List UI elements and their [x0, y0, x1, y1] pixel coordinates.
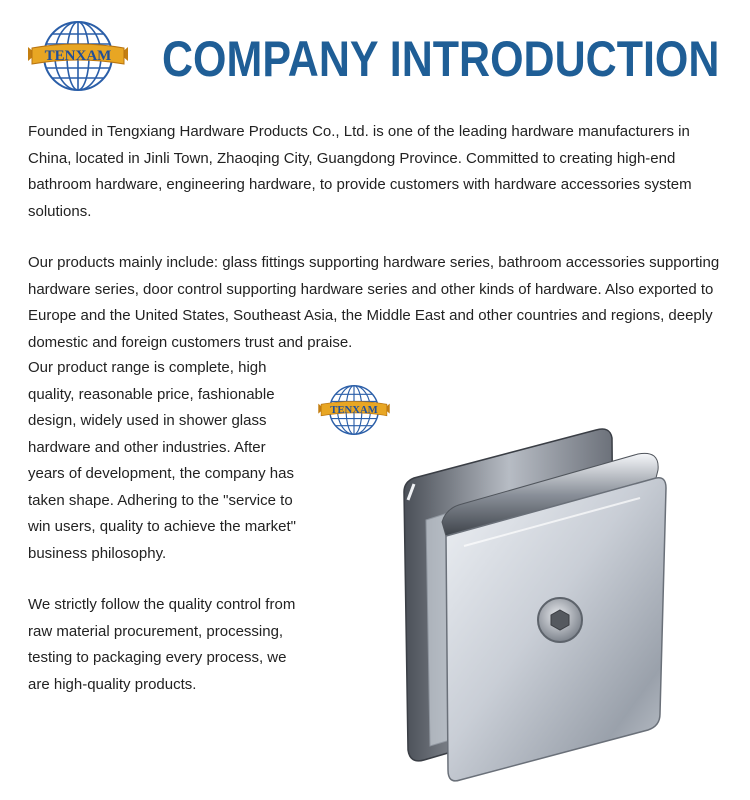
tenxam-logo-small	[314, 376, 394, 444]
tenxam-logo	[22, 14, 134, 98]
glass-clamp-product-photo	[390, 424, 690, 784]
intro-paragraph-1: Founded in Tengxiang Hardware Products Co., Ltd. is one of the leading hardware manufacturers in China, located in Jinli Town, Zhaoqing City, Guangdong Province. Committed to creating high-end bathroom hardware, engineering hardware, to provide customers with hardware accessories system solutions.	[28, 123, 692, 220]
intro-paragraph-3: Our product range is complete, high quality, reasonable price, fashionable design, widely used in shower glass hardware and other industries. After years of development, the company has taken shape. Adhering to the "service to win users, quality to achieve the market" business philosophy.	[28, 359, 296, 562]
page-title: COMPANY INTRODUCTION	[162, 31, 720, 87]
logo-text-small: TENXAM	[330, 403, 378, 416]
intro-paragraph-2: Our products mainly include: glass fittings supporting hardware series, bathroom accessories supporting hardware series, door control supporting hardware series and other kinds of hardware. Also exported to Europe and the United States, Southeast Asia, the Middle East and other countries and regions, deeply domestic and foreign customers trust and praise.	[28, 254, 720, 351]
logo-text: TENXAM	[44, 48, 112, 64]
intro-paragraph-4: We strictly follow the quality control from raw material procurement, processing, testing to packaging every process, we are high-quality products.	[28, 596, 296, 693]
